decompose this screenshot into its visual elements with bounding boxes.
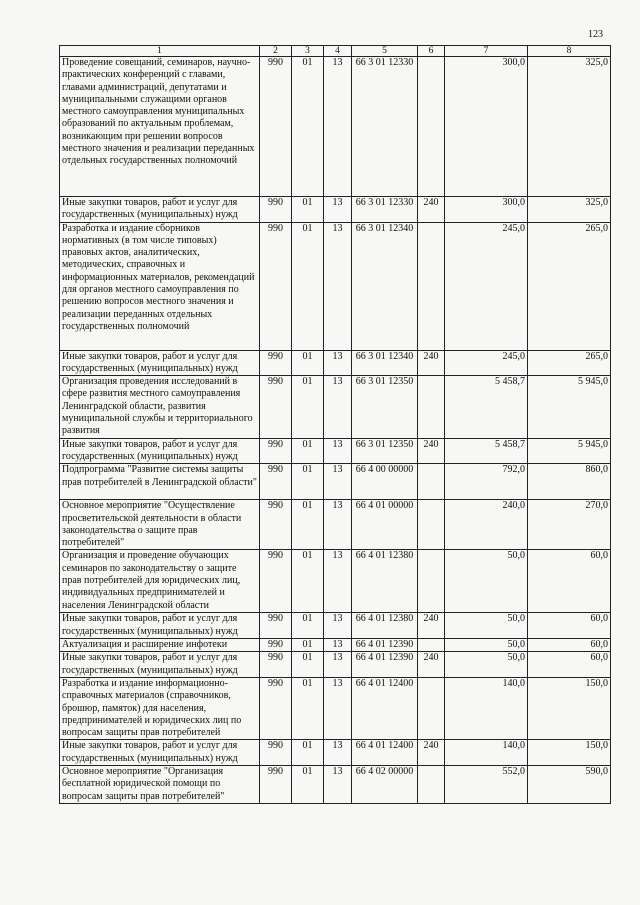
row-section-cell: 01 [292,550,324,613]
row-name-cell: Иные закупки товаров, работ и услуг для государственных (муниципальных) нужд [60,197,260,223]
row-name-cell: Актуализация и расширение инфотеки [60,639,260,652]
column-header: 8 [528,46,611,57]
row-expense-type-cell: 240 [418,197,445,223]
row-code-cell: 990 [260,613,292,639]
row-expense-type-cell [418,464,445,500]
row-amount-cell: 265,0 [528,222,611,350]
row-name-cell: Разработка и издание информационно-справочных материалов (справочников, брошюр, памяток) для населения, предпринимателей и юридических лиц по вопросам защиты прав потребителей [60,677,260,739]
row-subsection-cell: 13 [324,677,352,739]
row-subsection-cell: 13 [324,550,352,613]
row-code-cell: 990 [260,222,292,350]
row-code-cell: 990 [260,740,292,766]
row-amount-cell: 270,0 [528,500,611,550]
row-amount-cell: 5 945,0 [528,438,611,464]
row-name-cell: Иные закупки товаров, работ и услуг для государственных (муниципальных) нужд [60,740,260,766]
row-section-cell: 01 [292,613,324,639]
table-row [60,350,611,376]
row-target-article-cell: 66 3 01 12350 [352,438,418,464]
row-name-cell: Иные закупки товаров, работ и услуг для государственных (муниципальных) нужд [60,438,260,464]
row-subsection-cell: 13 [324,652,352,678]
row-amount-cell: 5 945,0 [528,376,611,438]
row-code-cell: 990 [260,464,292,500]
row-expense-type-cell [418,677,445,739]
row-name-cell: Подпрограмма "Развитие системы защиты прав потребителей в Ленинградской области" [60,464,260,500]
row-amount-cell: 590,0 [528,766,611,804]
row-amount-cell: 792,0 [445,464,528,500]
row-name-cell: Иные закупки товаров, работ и услуг для государственных (муниципальных) нужд [60,652,260,678]
row-target-article-cell: 66 4 02 00000 [352,766,418,804]
row-target-article-cell: 66 3 01 12330 [352,57,418,197]
table-row [60,57,611,197]
column-header: 7 [445,46,528,57]
row-amount-cell: 60,0 [528,639,611,652]
table-row [60,740,611,766]
table-row [60,550,611,613]
row-section-cell: 01 [292,222,324,350]
row-target-article-cell: 66 4 01 00000 [352,500,418,550]
row-section-cell: 01 [292,677,324,739]
table-row [60,766,611,804]
row-subsection-cell: 13 [324,740,352,766]
row-name-cell: Разработка и издание сборников нормативных (в том числе типовых) правовых актов, аналитических, методических, справочных и информационных материалов, рекомендаций для органов местного самоуправления по решению вопросов местного значения и реализации переданных отдельных государственных полномочий [60,222,260,350]
column-header: 4 [324,46,352,57]
row-section-cell: 01 [292,464,324,500]
row-expense-type-cell: 240 [418,652,445,678]
row-code-cell: 990 [260,766,292,804]
budget-table [59,45,611,804]
row-subsection-cell: 13 [324,613,352,639]
row-section-cell: 01 [292,740,324,766]
row-amount-cell: 300,0 [445,57,528,197]
row-amount-cell: 150,0 [528,677,611,739]
row-target-article-cell: 66 4 01 12380 [352,550,418,613]
row-expense-type-cell [418,500,445,550]
row-code-cell: 990 [260,438,292,464]
row-amount-cell: 5 458,7 [445,376,528,438]
row-expense-type-cell: 240 [418,740,445,766]
row-section-cell: 01 [292,376,324,438]
row-section-cell: 01 [292,350,324,376]
row-amount-cell: 240,0 [445,500,528,550]
row-amount-cell: 140,0 [445,677,528,739]
row-amount-cell: 60,0 [528,613,611,639]
row-expense-type-cell [418,376,445,438]
row-subsection-cell: 13 [324,376,352,438]
row-name-cell: Иные закупки товаров, работ и услуг для государственных (муниципальных) нужд [60,350,260,376]
row-expense-type-cell [418,639,445,652]
row-expense-type-cell [418,766,445,804]
row-code-cell: 990 [260,350,292,376]
row-subsection-cell: 13 [324,197,352,223]
row-name-cell: Основное мероприятие "Осуществление просветительской деятельности в области законодательства о защите прав потребителей" [60,500,260,550]
table-row [60,464,611,500]
row-amount-cell: 265,0 [528,350,611,376]
table-row [60,613,611,639]
row-expense-type-cell [418,550,445,613]
row-amount-cell: 245,0 [445,222,528,350]
row-amount-cell: 140,0 [445,740,528,766]
row-code-cell: 990 [260,500,292,550]
table-row [60,677,611,739]
row-code-cell: 990 [260,197,292,223]
row-subsection-cell: 13 [324,222,352,350]
row-section-cell: 01 [292,57,324,197]
row-subsection-cell: 13 [324,350,352,376]
row-section-cell: 01 [292,500,324,550]
row-name-cell: Организация проведения исследований в сфере развития местного самоуправления Ленинградской области, развития муниципальной службы и территориального развития [60,376,260,438]
row-expense-type-cell [418,222,445,350]
row-section-cell: 01 [292,197,324,223]
row-expense-type-cell: 240 [418,613,445,639]
row-name-cell: Организация и проведение обучающих семинаров по законодательству о защите прав потребителей для юридических лиц, индивидуальных предпринимателей и населения Ленинградской области [60,550,260,613]
row-amount-cell: 50,0 [445,613,528,639]
row-section-cell: 01 [292,639,324,652]
row-code-cell: 990 [260,652,292,678]
row-amount-cell: 50,0 [445,639,528,652]
row-code-cell: 990 [260,57,292,197]
row-amount-cell: 150,0 [528,740,611,766]
row-target-article-cell: 66 4 01 12390 [352,639,418,652]
row-subsection-cell: 13 [324,438,352,464]
row-target-article-cell: 66 3 01 12330 [352,197,418,223]
row-amount-cell: 60,0 [528,550,611,613]
row-section-cell: 01 [292,438,324,464]
row-code-cell: 990 [260,550,292,613]
table-row [60,438,611,464]
row-amount-cell: 245,0 [445,350,528,376]
row-amount-cell: 300,0 [445,197,528,223]
row-amount-cell: 50,0 [445,550,528,613]
table-row [60,197,611,223]
row-target-article-cell: 66 4 01 12380 [352,613,418,639]
row-subsection-cell: 13 [324,639,352,652]
row-target-article-cell: 66 4 01 12400 [352,740,418,766]
row-expense-type-cell: 240 [418,350,445,376]
row-amount-cell: 60,0 [528,652,611,678]
column-header: 2 [260,46,292,57]
row-amount-cell: 860,0 [528,464,611,500]
row-expense-type-cell [418,57,445,197]
table-row [60,652,611,678]
table-header-row [60,46,611,57]
row-subsection-cell: 13 [324,464,352,500]
page-number: 123 [588,29,603,40]
row-name-cell: Основное мероприятие "Организация бесплатной юридической помощи по вопросам защиты прав потребителей" [60,766,260,804]
row-target-article-cell: 66 4 01 12390 [352,652,418,678]
table-row [60,376,611,438]
column-header: 3 [292,46,324,57]
row-target-article-cell: 66 4 01 12400 [352,677,418,739]
column-header: 5 [352,46,418,57]
row-code-cell: 990 [260,677,292,739]
column-header: 1 [60,46,260,57]
row-name-cell: Проведение совещаний, семинаров, научно-практических конференций с главами, главами администраций, депутатами и муниципальными служащими органов местного самоуправления муниципальных образований по актуальным проблемам, возникающим при решении вопросов местного значения и реализации переданных отдельных государственных полномочий [60,57,260,197]
column-header: 6 [418,46,445,57]
table-row [60,500,611,550]
row-amount-cell: 5 458,7 [445,438,528,464]
row-amount-cell: 325,0 [528,197,611,223]
row-name-cell: Иные закупки товаров, работ и услуг для государственных (муниципальных) нужд [60,613,260,639]
row-code-cell: 990 [260,639,292,652]
row-section-cell: 01 [292,652,324,678]
row-amount-cell: 552,0 [445,766,528,804]
row-target-article-cell: 66 3 01 12340 [352,222,418,350]
table-row [60,222,611,350]
row-code-cell: 990 [260,376,292,438]
row-amount-cell: 325,0 [528,57,611,197]
row-section-cell: 01 [292,766,324,804]
row-target-article-cell: 66 4 00 00000 [352,464,418,500]
row-target-article-cell: 66 3 01 12340 [352,350,418,376]
row-subsection-cell: 13 [324,57,352,197]
row-subsection-cell: 13 [324,766,352,804]
row-target-article-cell: 66 3 01 12350 [352,376,418,438]
row-expense-type-cell: 240 [418,438,445,464]
table-row [60,639,611,652]
row-amount-cell: 50,0 [445,652,528,678]
row-subsection-cell: 13 [324,500,352,550]
